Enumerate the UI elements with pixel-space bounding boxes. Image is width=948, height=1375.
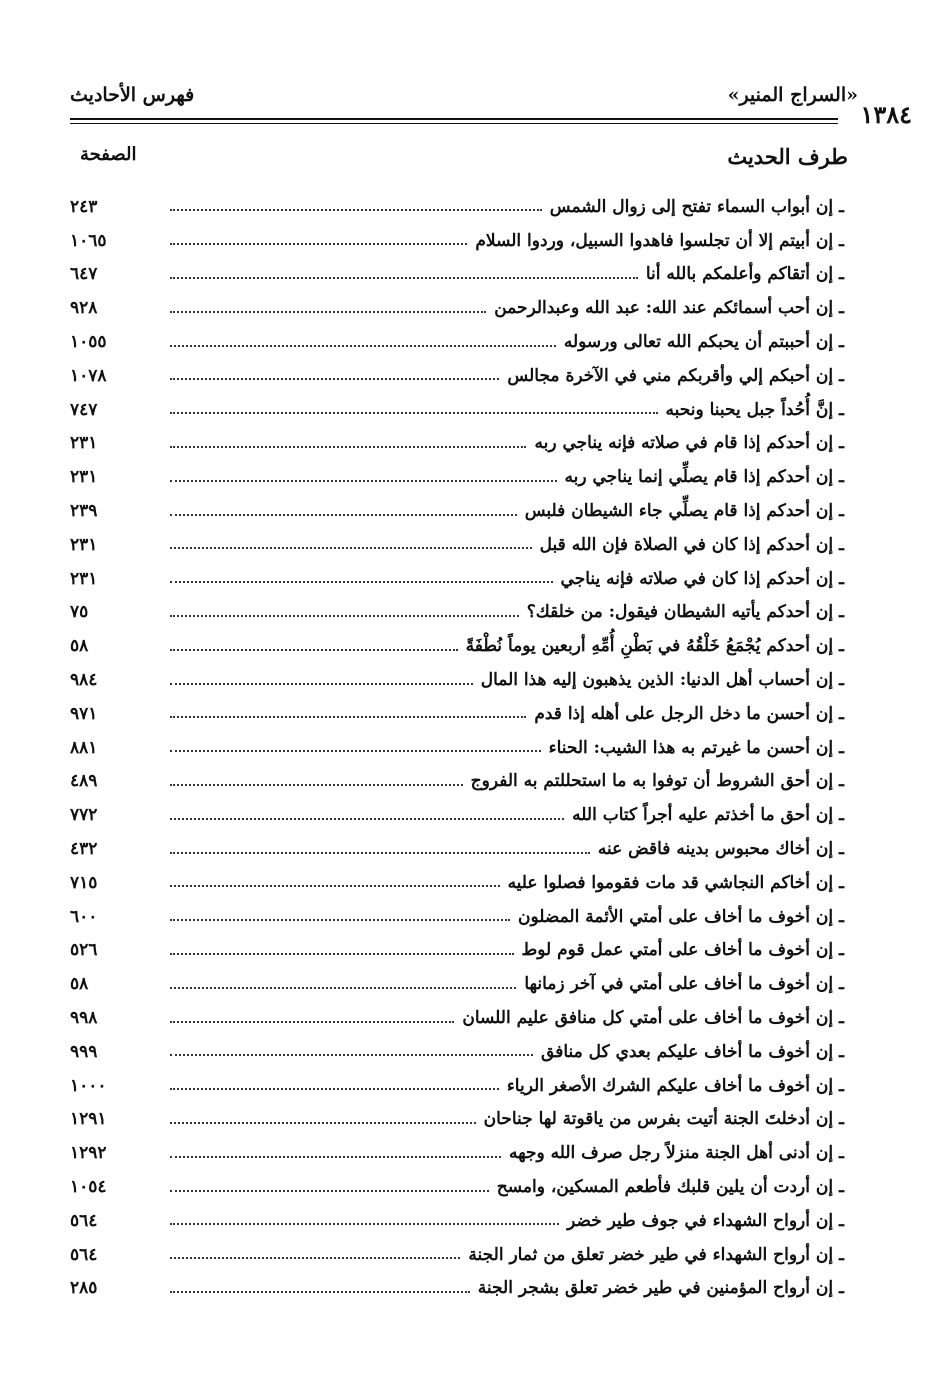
page-reference: ٢٣١ <box>70 467 98 488</box>
hadith-text: ـ إن أدخلتَ الجنة أتيت بفرس من ياقوتة لها جناحان <box>483 1109 844 1130</box>
page-reference: ٥٢٦ <box>70 940 98 961</box>
dot-leader <box>170 682 473 685</box>
index-entry <box>70 629 848 663</box>
index-entry <box>70 1136 848 1170</box>
dot-leader <box>170 749 541 752</box>
page-reference: ٥٨ <box>70 974 89 995</box>
index-entry <box>70 190 848 224</box>
hadith-text: ـ إن أحدكم يأتيه الشيطان فيقول: من خلقك؟ <box>526 602 844 623</box>
index-entry <box>70 325 848 359</box>
index-entry <box>70 1001 848 1035</box>
hadith-text: ـ إن أخوف ما أخاف عليكم الشرك الأصغر الرياء <box>506 1075 844 1096</box>
column-headings <box>70 140 848 180</box>
dot-leader <box>170 344 556 347</box>
hadith-text: ـ إن أرواح المؤمنين في طير خضر تعلق بشجر الجنة <box>477 1278 844 1299</box>
index-entry <box>70 528 848 562</box>
page-reference: ٩٢٨ <box>70 298 98 319</box>
book-title: «السراج المنير» <box>727 84 858 106</box>
hadith-text: ـ إن أحسن ما دخل الرجل على أهله إذا قدم <box>534 703 844 724</box>
hadith-text: ـ إن أخوف ما أخاف على أمتي عمل قوم لوط <box>521 940 844 961</box>
dot-leader <box>170 715 526 718</box>
hadith-text: ـ إن أتقاكم وأعلمكم بالله أنا <box>645 264 844 285</box>
header-rule-thin <box>70 123 838 124</box>
dot-leader <box>170 1222 559 1225</box>
index-entry <box>70 427 848 461</box>
hadith-text: ـ إن أردت أن يلين قلبك فأطعم المسكين، وامسح <box>496 1177 844 1197</box>
dot-leader <box>170 479 557 482</box>
dot-leader <box>170 884 500 887</box>
index-entry <box>70 798 848 832</box>
hadith-text: ـ إن أحق الشروط أن توفوا به ما استحللتم به الفروج <box>470 771 844 792</box>
index-entry <box>70 1103 848 1137</box>
dot-leader <box>170 377 499 380</box>
dot-leader <box>170 783 463 786</box>
hadith-text: ـ إن أخاك محبوس بدينه فاقض عنه <box>597 839 844 860</box>
dot-leader <box>170 445 526 448</box>
hadith-text: ـ إن أخاكم النجاشي قد مات فقوموا فصلوا عليه <box>507 872 844 893</box>
index-entry <box>70 697 848 731</box>
hadith-text: ـ إن أدنى أهل الجنة منزلاً رجل صرف الله وجهه <box>509 1143 844 1164</box>
index-entry <box>70 765 848 799</box>
index-entry <box>70 393 848 427</box>
page-reference: ٢٣١ <box>70 433 98 454</box>
page-reference: ٧١٥ <box>70 872 98 893</box>
hadith-text: ـ إن أخوف ما أخاف على أمتي في آخر زمانها <box>524 974 844 995</box>
index-entry <box>70 359 848 393</box>
page-column-heading: الصفحة <box>80 144 137 165</box>
dot-leader <box>170 952 514 955</box>
page-reference: ٢٣٩ <box>70 501 98 522</box>
page-number: ١٣٨٤ <box>860 100 912 129</box>
index-entry <box>70 731 848 765</box>
hadith-text: ـ إن أحدكم إذا كان في صلاته فإنه يناجي <box>560 568 844 589</box>
dot-leader <box>170 411 658 414</box>
dot-leader <box>170 242 467 245</box>
dot-leader <box>170 1256 460 1259</box>
page-reference: ٧٤٧ <box>70 399 98 420</box>
dot-leader <box>170 851 590 854</box>
dot-leader <box>170 614 519 617</box>
page-reference: ٧٥ <box>70 602 89 623</box>
dot-leader <box>170 1155 501 1158</box>
index-entry <box>70 934 848 968</box>
dot-leader <box>170 817 564 820</box>
page-reference: ٩٩٩ <box>70 1041 98 1062</box>
running-header <box>70 78 858 118</box>
hadith-text: ـ إن أحدكم إذا كان في الصلاة فإن الله قبل <box>539 534 844 555</box>
index-entry <box>70 866 848 900</box>
index-entry <box>70 900 848 934</box>
index-entry <box>70 1069 848 1103</box>
page-reference: ٢٨٥ <box>70 1278 98 1299</box>
dot-leader <box>170 208 542 211</box>
page-reference: ٧٧٢ <box>70 805 98 826</box>
page-reference: ١٢٩١ <box>70 1109 107 1130</box>
dot-leader <box>170 580 553 583</box>
hadith-text: ـ إن أبيتم إلا أن تجلسوا فاهدوا السبيل، وردوا السلام <box>475 230 844 251</box>
page-reference: ٦٤٧ <box>70 264 98 285</box>
page-reference: ١٠٧٨ <box>70 365 107 386</box>
page-reference: ٥٦٤ <box>70 1210 98 1231</box>
page-reference: ٩٨٤ <box>70 670 98 691</box>
page-reference: ٢٤٣ <box>70 196 98 217</box>
dot-leader <box>170 986 516 989</box>
page-reference: ٩٧١ <box>70 703 98 724</box>
dot-leader <box>170 1189 489 1192</box>
index-entry <box>70 291 848 325</box>
dot-leader <box>170 918 510 921</box>
hadith-text: ـ إن أحدكم يُجْمَعُ خَلْقُهُ في بَطْنِ أُمِّهِ أربعين يوماً نُطْفَةً <box>465 636 844 657</box>
dot-leader <box>170 1290 470 1293</box>
index-entry <box>70 663 848 697</box>
hadith-text: ـ إن أخوف ما أخاف على أمتي كل منافق عليم اللسان <box>462 1008 844 1029</box>
dot-leader <box>170 513 517 516</box>
dot-leader <box>170 1121 476 1124</box>
page-reference: ١٠٥٥ <box>70 332 107 353</box>
hadith-text: ـ إن أحساب أهل الدنيا: الذين يذهبون إليه هذا المال <box>480 670 844 691</box>
index-entry <box>70 596 848 630</box>
hadith-column-heading: طرف الحديث <box>727 144 848 169</box>
page-reference: ٥٨ <box>70 636 89 657</box>
index-entry <box>70 562 848 596</box>
index-entry <box>70 1238 848 1272</box>
page-reference: ٩٩٨ <box>70 1008 98 1029</box>
dot-leader <box>170 310 486 313</box>
index-entries <box>70 190 848 1305</box>
page-reference: ١٢٩٢ <box>70 1143 107 1164</box>
hadith-text: ـ إن أحق ما أخذتم عليه أجراً كتاب الله <box>572 805 844 826</box>
index-entry <box>70 460 848 494</box>
hadith-text: ـ إن أحدكم إذا قام يصلِّي إنما يناجي ربه <box>564 467 844 488</box>
index-entry <box>70 1035 848 1069</box>
hadith-text: ـ إن أحبكم إلي وأقربكم مني في الآخرة مجالس <box>507 365 844 386</box>
page-reference: ١٠٥٤ <box>70 1177 107 1197</box>
hadith-text: ـ إن أبواب السماء تفتح إلى زوال الشمس <box>549 196 844 217</box>
page-reference: ٢٣١ <box>70 534 98 555</box>
hadith-text: ـ إن أحببتم أن يحبكم الله تعالى ورسوله <box>563 332 844 353</box>
index-entry <box>70 832 848 866</box>
dot-leader <box>170 1020 454 1023</box>
page-reference: ٤٣٢ <box>70 839 98 860</box>
hadith-text: ـ إن أحسن ما غيرتم به هذا الشيب: الحناء <box>548 737 844 758</box>
dot-leader <box>170 648 458 651</box>
hadith-text: ـ إن أحدكم إذا قام في صلاته فإنه يناجي ربه <box>534 433 844 454</box>
index-entry <box>70 1204 848 1238</box>
hadith-text: ـ إن أرواح الشهداء في طير خضر تعلق من ثمار الجنة <box>468 1244 844 1265</box>
dot-leader <box>170 1053 533 1056</box>
index-entry <box>70 1272 848 1306</box>
page-reference: ٥٦٤ <box>70 1244 98 1265</box>
index-entry <box>70 258 848 292</box>
dot-leader <box>170 1087 499 1090</box>
dot-leader <box>170 546 532 549</box>
hadith-text: ـ إن أخوف ما أخاف على أمتي الأئمة المضلون <box>517 906 844 927</box>
header-rule-thick <box>70 118 838 120</box>
hadith-text: ـ إنَّ أُحُداً جبل يحبنا ونحبه <box>665 399 844 420</box>
page-reference: ٢٣١ <box>70 568 98 589</box>
hadith-text: ـ إن أحب أسمائكم عند الله: عبد الله وعبدالرحمن <box>494 298 844 319</box>
index-entry <box>70 1170 848 1204</box>
page-reference: ٦٠٠ <box>70 906 98 927</box>
index-entry <box>70 224 848 258</box>
dot-leader <box>170 276 638 279</box>
section-title: فهرس الأحاديث <box>70 84 195 106</box>
hadith-text: ـ إن أحدكم إذا قام يصلِّي جاء الشيطان فلبس <box>524 501 844 522</box>
index-entry <box>70 494 848 528</box>
page-reference: ٤٨٩ <box>70 771 98 792</box>
hadith-text: ـ إن أرواح الشهداء في جوف طير خضر <box>567 1210 844 1231</box>
page-reference: ١٠٦٥ <box>70 230 107 251</box>
page-reference: ١٠٠٠ <box>70 1075 107 1096</box>
hadith-text: ـ إن أخوف ما أخاف عليكم بعدي كل منافق <box>541 1041 844 1062</box>
index-entry <box>70 967 848 1001</box>
page-reference: ٨٨١ <box>70 737 98 758</box>
